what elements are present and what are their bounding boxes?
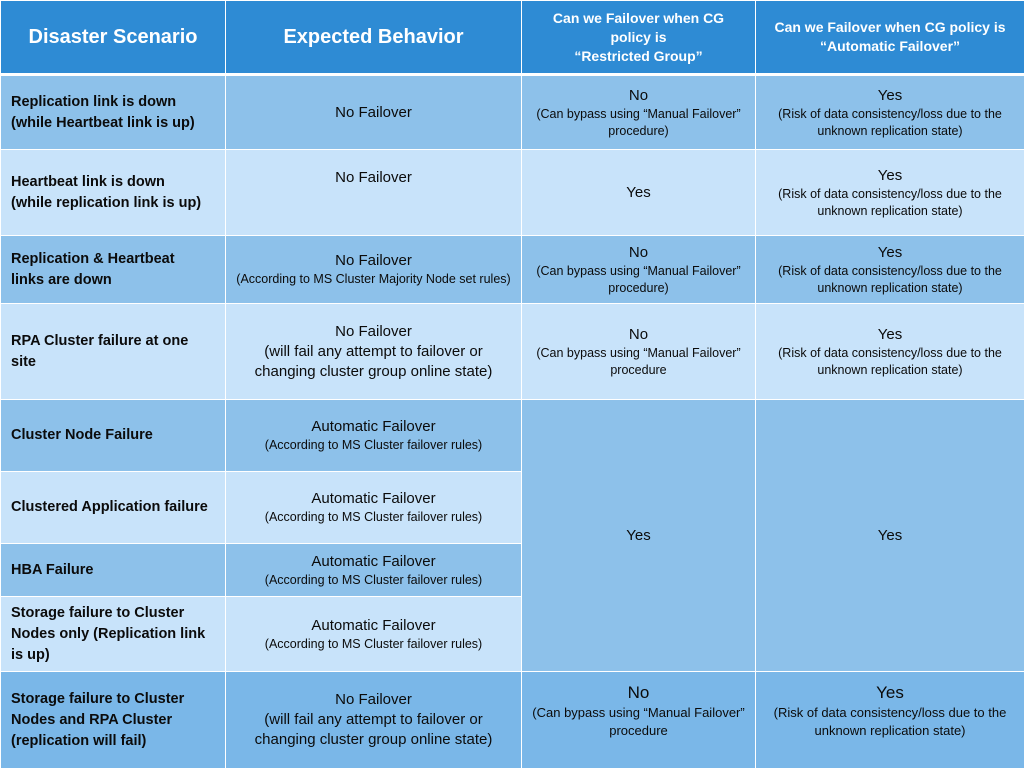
header-row: [1, 1, 1024, 75]
table-row: [1, 672, 1024, 769]
header-restricted-group: Can we Failover when CG policy is “Restricted Group”: [522, 1, 756, 75]
scenario-cell: Replication & Heartbeat links are down: [1, 236, 226, 304]
table-row: [1, 304, 1024, 400]
scenario-cell: Storage failure to Cluster Nodes and RPA Cluster (replication will fail): [1, 672, 226, 769]
restricted-group-cell: No (Can bypass using “Manual Failover” procedure: [522, 304, 756, 400]
automatic-failover-cell: Yes (Risk of data consistency/loss due to the unknown replication state): [756, 75, 1024, 150]
scenario-cell: Heartbeat link is down (while replication link is up): [1, 150, 226, 236]
scenario-cell: HBA Failure: [1, 544, 226, 597]
expected-behavior-cell: Automatic Failover (According to MS Cluster failover rules): [226, 472, 522, 544]
expected-behavior-cell: No Failover (will fail any attempt to failover or changing cluster group online state): [226, 672, 522, 769]
restricted-group-cell: No (Can bypass using “Manual Failover” procedure: [522, 672, 756, 769]
restricted-group-cell: No (Can bypass using “Manual Failover” procedure): [522, 236, 756, 304]
expected-behavior-cell: No Failover (According to MS Cluster Majority Node set rules): [226, 236, 522, 304]
automatic-failover-cell: Yes (Risk of data consistency/loss due to the unknown replication state): [756, 150, 1024, 236]
expected-behavior-cell: No Failover: [226, 150, 522, 236]
scenario-cell: Clustered Application failure: [1, 472, 226, 544]
expected-behavior-cell: No Failover: [226, 75, 522, 150]
table-row: [1, 150, 1024, 236]
restricted-group-merged-cell: Yes: [522, 400, 756, 672]
scenario-cell: RPA Cluster failure at one site: [1, 304, 226, 400]
automatic-failover-cell: Yes (Risk of data consistency/loss due to the unknown replication state): [756, 304, 1024, 400]
automatic-failover-merged-cell: Yes: [756, 400, 1024, 672]
table-row: [1, 75, 1024, 150]
scenario-cell: Storage failure to Cluster Nodes only (Replication link is up): [1, 597, 226, 672]
header-automatic-failover: Can we Failover when CG policy is “Automatic Failover”: [756, 1, 1024, 75]
header-expected-behavior: Expected Behavior: [226, 1, 522, 75]
restricted-group-cell: Yes: [522, 150, 756, 236]
automatic-failover-cell: Yes (Risk of data consistency/loss due to the unknown replication state): [756, 672, 1024, 769]
expected-behavior-cell: Automatic Failover (According to MS Cluster failover rules): [226, 544, 522, 597]
table-row: [1, 400, 1024, 472]
expected-behavior-cell: Automatic Failover (According to MS Cluster failover rules): [226, 400, 522, 472]
scenario-cell: Replication link is down (while Heartbeat link is up): [1, 75, 226, 150]
expected-behavior-cell: No Failover (will fail any attempt to failover or changing cluster group online state): [226, 304, 522, 400]
table-row: [1, 236, 1024, 304]
scenario-cell: Cluster Node Failure: [1, 400, 226, 472]
expected-behavior-cell: Automatic Failover (According to MS Cluster failover rules): [226, 597, 522, 672]
automatic-failover-cell: Yes (Risk of data consistency/loss due to the unknown replication state): [756, 236, 1024, 304]
restricted-group-cell: No (Can bypass using “Manual Failover” procedure): [522, 75, 756, 150]
header-disaster-scenario: Disaster Scenario: [1, 1, 226, 75]
